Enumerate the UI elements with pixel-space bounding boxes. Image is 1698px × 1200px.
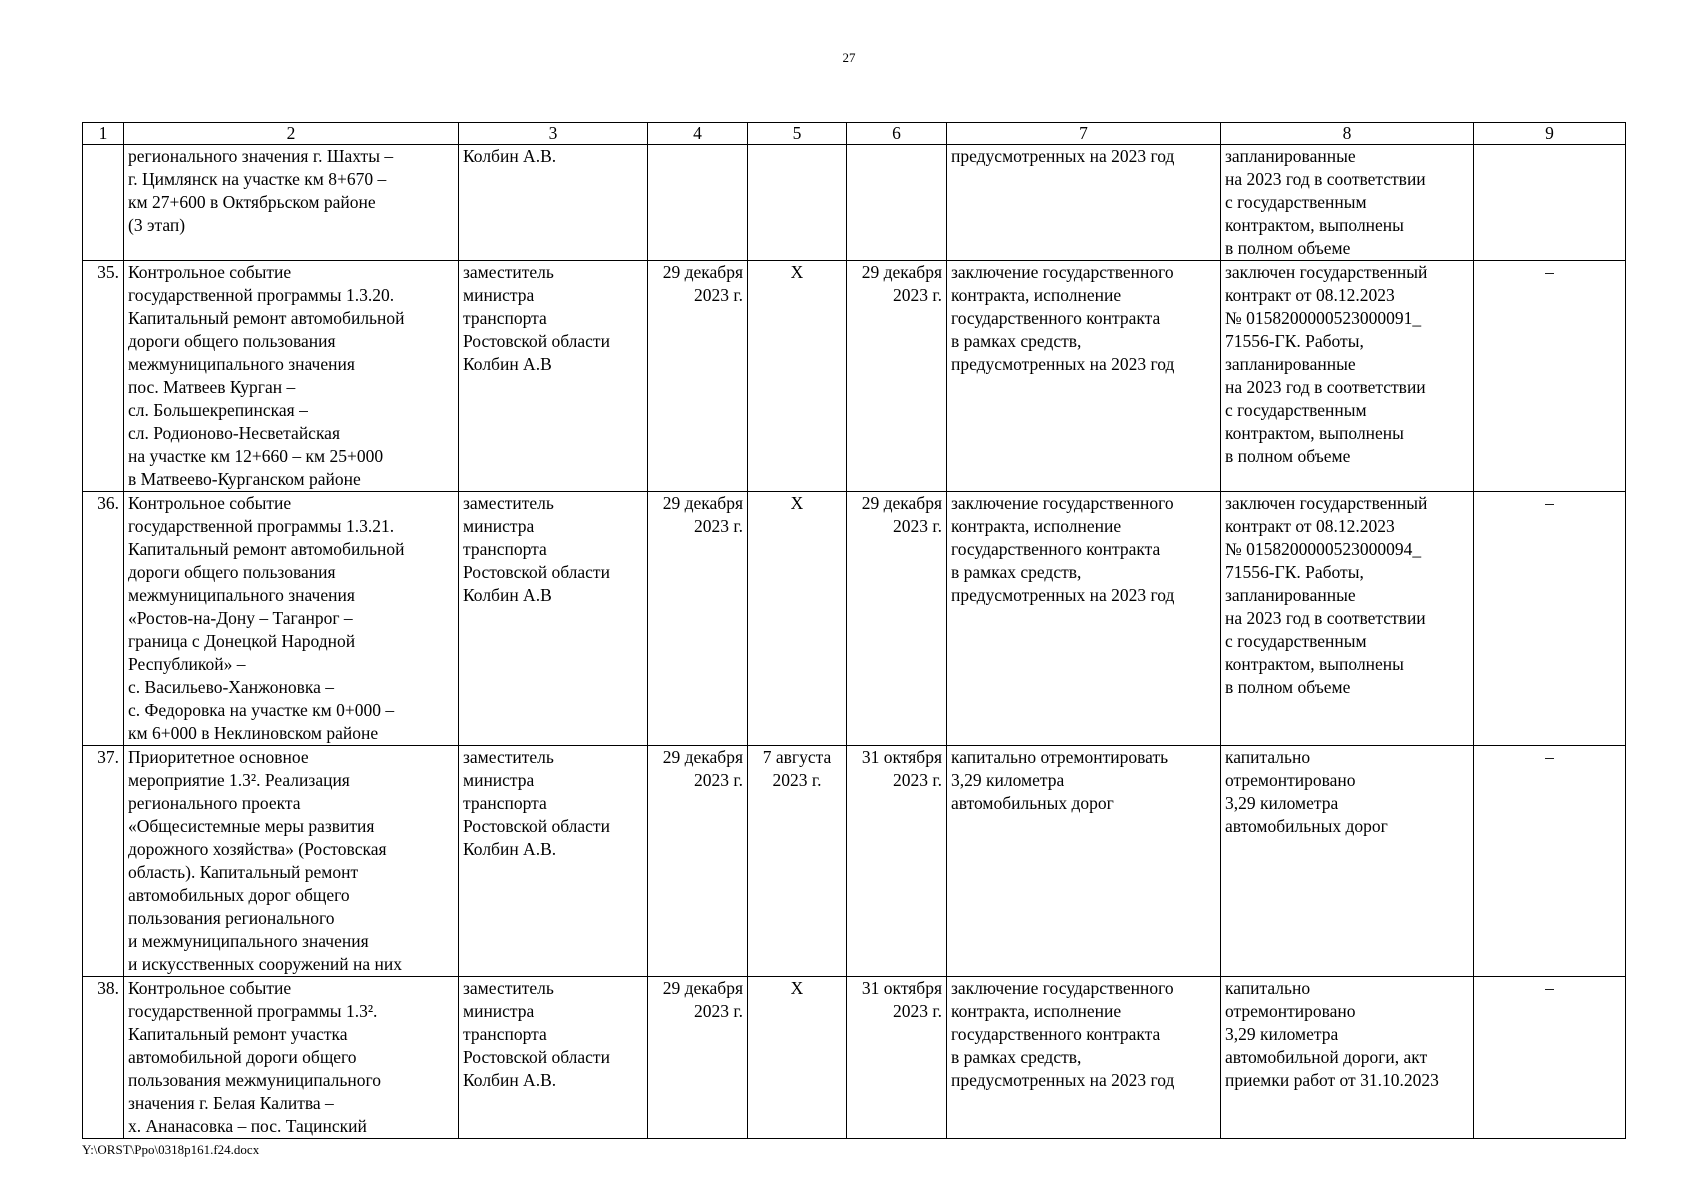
column-header: 4 (648, 123, 748, 145)
expected-result-cell: заключение государственного контракта, исполнение государственного контракта в рамках средств, предусмотренных на 2023 год (947, 492, 1221, 746)
actual-end-cell (847, 145, 947, 261)
column-header: 9 (1474, 123, 1626, 145)
table-row (83, 145, 1626, 261)
column-header: 6 (847, 123, 947, 145)
actual-result-cell: капитально отремонтировано 3,29 километра автомобильных дорог (1221, 746, 1474, 977)
notes-cell: – (1474, 746, 1626, 977)
actual-end-cell: 31 октября 2023 г. (847, 977, 947, 1139)
expected-result-cell: предусмотренных на 2023 год (947, 145, 1221, 261)
table-row (83, 746, 1626, 977)
file-path-footer: Y:\ORST\Ppo\0318p161.f24.docx (82, 1142, 260, 1157)
notes-cell: – (1474, 261, 1626, 492)
actual-result-cell: запланированные на 2023 год в соответствии с государственным контрактом, выполнены в полном объеме (1221, 145, 1474, 261)
row-number-cell: 36. (83, 492, 124, 746)
event-name-cell: регионального значения г. Шахты – г. Цимлянск на участке км 8+670 – км 27+600 в Октябрьском районе (3 этап) (124, 145, 459, 261)
report-table (82, 122, 1626, 1139)
plan-date-cell: 29 декабря 2023 г. (648, 492, 748, 746)
page-number: 27 (842, 50, 856, 65)
table-row (83, 261, 1626, 492)
expected-result-cell: капитально отремонтировать 3,29 километра автомобильных дорог (947, 746, 1221, 977)
actual-result-cell: заключен государственный контракт от 08.12.2023 № 0158200000523000094_ 71556-ГК. Работы, запланированные на 2023 год в соответствии с государственным контрактом, выполнены в полном объеме (1221, 492, 1474, 746)
actual-end-cell: 29 декабря 2023 г. (847, 492, 947, 746)
column-header: 8 (1221, 123, 1474, 145)
column-header: 7 (947, 123, 1221, 145)
row-number-cell: 38. (83, 977, 124, 1139)
actual-start-cell: 7 августа 2023 г. (748, 746, 847, 977)
responsible-cell: заместитель министра транспорта Ростовской области Колбин А.В (459, 261, 648, 492)
plan-date-cell: 29 декабря 2023 г. (648, 977, 748, 1139)
notes-cell (1474, 145, 1626, 261)
event-name-cell: Контрольное событие государственной программы 1.3². Капитальный ремонт участка автомобильной дороги общего пользования межмуниципального значения г. Белая Калитва – х. Ананасовка – пос. Тацинский (124, 977, 459, 1139)
responsible-cell: заместитель министра транспорта Ростовской области Колбин А.В. (459, 746, 648, 977)
column-header: 5 (748, 123, 847, 145)
plan-date-cell: 29 декабря 2023 г. (648, 746, 748, 977)
actual-start-cell: Х (748, 261, 847, 492)
table-row (83, 492, 1626, 746)
expected-result-cell: заключение государственного контракта, исполнение государственного контракта в рамках средств, предусмотренных на 2023 год (947, 977, 1221, 1139)
notes-cell: – (1474, 492, 1626, 746)
event-name-cell: Контрольное событие государственной программы 1.3.21. Капитальный ремонт автомобильной дороги общего пользования межмуниципального значения «Ростов-на-Дону – Таганрог – граница с Донецкой Народной Республикой» – с. Васильево-Ханжоновка – с. Федоровка на участке км 0+000 – км 6+000 в Неклиновском районе (124, 492, 459, 746)
expected-result-cell: заключение государственного контракта, исполнение государственного контракта в рамках средств, предусмотренных на 2023 год (947, 261, 1221, 492)
column-header: 3 (459, 123, 648, 145)
table-row (83, 977, 1626, 1139)
responsible-cell: заместитель министра транспорта Ростовской области Колбин А.В (459, 492, 648, 746)
actual-end-cell: 31 октября 2023 г. (847, 746, 947, 977)
event-name-cell: Контрольное событие государственной программы 1.3.20. Капитальный ремонт автомобильной дороги общего пользования межмуниципального значения пос. Матвеев Курган – сл. Большекрепинская – сл. Родионово-Несветайская на участке км 12+660 – км 25+000 в Матвеево-Курганском районе (124, 261, 459, 492)
header-row (83, 123, 1626, 145)
row-number-cell: 35. (83, 261, 124, 492)
column-header: 2 (124, 123, 459, 145)
actual-result-cell: капитально отремонтировано 3,29 километра автомобильной дороги, акт приемки работ от 31.10.2023 (1221, 977, 1474, 1139)
actual-end-cell: 29 декабря 2023 г. (847, 261, 947, 492)
responsible-cell: Колбин А.В. (459, 145, 648, 261)
row-number-cell (83, 145, 124, 261)
actual-result-cell: заключен государственный контракт от 08.12.2023 № 0158200000523000091_ 71556-ГК. Работы, запланированные на 2023 год в соответствии с государственным контрактом, выполнены в полном объеме (1221, 261, 1474, 492)
actual-start-cell: Х (748, 977, 847, 1139)
notes-cell: – (1474, 977, 1626, 1139)
plan-date-cell (648, 145, 748, 261)
event-name-cell: Приоритетное основное мероприятие 1.3². Реализация регионального проекта «Общесистемные меры развития дорожного хозяйства» (Ростовская область). Капитальный ремонт автомобильных дорог общего пользования регионального и межмуниципального значения и искусственных сооружений на них (124, 746, 459, 977)
row-number-cell: 37. (83, 746, 124, 977)
plan-date-cell: 29 декабря 2023 г. (648, 261, 748, 492)
responsible-cell: заместитель министра транспорта Ростовской области Колбин А.В. (459, 977, 648, 1139)
actual-start-cell: Х (748, 492, 847, 746)
column-header: 1 (83, 123, 124, 145)
actual-start-cell (748, 145, 847, 261)
